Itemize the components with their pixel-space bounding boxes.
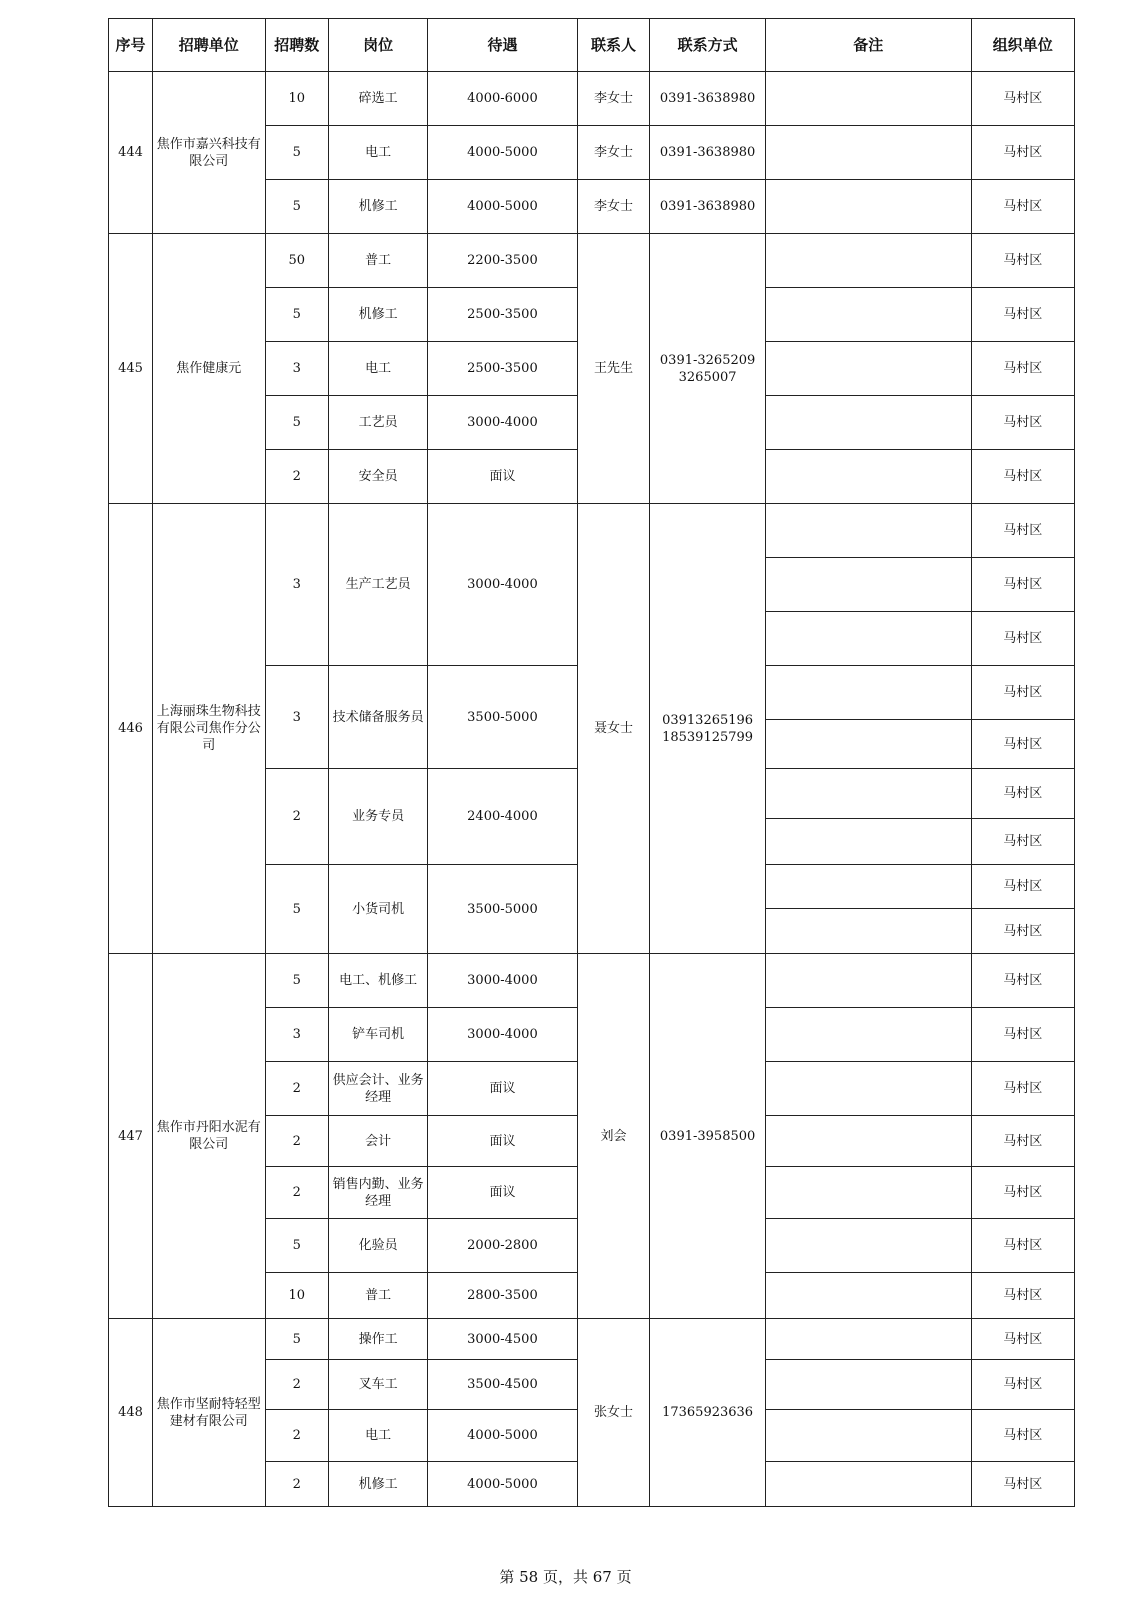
position-cell: 业务专员 (329, 769, 428, 865)
count-cell: 5 (265, 1319, 328, 1360)
salary-cell: 2400-4000 (428, 769, 577, 865)
position-cell: 普工 (329, 234, 428, 288)
remark-cell (765, 342, 971, 396)
table-row (109, 1319, 1075, 1360)
org-unit-cell: 马村区 (971, 720, 1074, 769)
org-unit-cell: 马村区 (971, 396, 1074, 450)
count-cell: 3 (265, 666, 328, 769)
remark-cell (765, 819, 971, 865)
position-cell: 普工 (329, 1273, 428, 1319)
org-unit-cell: 马村区 (971, 1167, 1074, 1219)
salary-cell: 3500-4500 (428, 1360, 577, 1410)
contact-cell: 李女士 (577, 180, 650, 234)
salary-cell: 2500-3500 (428, 288, 577, 342)
count-cell: 50 (265, 234, 328, 288)
remark-cell (765, 234, 971, 288)
salary-cell: 3500-5000 (428, 666, 577, 769)
org-unit-cell: 马村区 (971, 1410, 1074, 1462)
salary-cell: 3000-4000 (428, 1008, 577, 1062)
position-cell: 机修工 (329, 1462, 428, 1507)
salary-cell: 面议 (428, 1116, 577, 1167)
position-cell: 铲车司机 (329, 1008, 428, 1062)
phone-cell: 0391-3638980 (650, 126, 766, 180)
org-unit-cell: 马村区 (971, 558, 1074, 612)
company-cell: 上海丽珠生物科技有限公司焦作分公司 (153, 504, 266, 954)
header-cell: 招聘数 (265, 19, 328, 72)
salary-cell: 4000-5000 (428, 180, 577, 234)
table-body (109, 72, 1075, 1507)
company-cell: 焦作健康元 (153, 234, 266, 504)
org-unit-cell: 马村区 (971, 234, 1074, 288)
salary-cell: 3000-4000 (428, 504, 577, 666)
count-cell: 5 (265, 126, 328, 180)
position-cell: 生产工艺员 (329, 504, 428, 666)
count-cell: 10 (265, 72, 328, 126)
table-row (109, 504, 1075, 558)
header-cell: 备注 (765, 19, 971, 72)
recruitment-table (108, 18, 1075, 1507)
remark-cell (765, 1410, 971, 1462)
salary-cell: 面议 (428, 450, 577, 504)
count-cell: 5 (265, 954, 328, 1008)
count-cell: 5 (265, 180, 328, 234)
salary-cell: 2800-3500 (428, 1273, 577, 1319)
remark-cell (765, 72, 971, 126)
header-cell: 待遇 (428, 19, 577, 72)
table-row (109, 954, 1075, 1008)
org-unit-cell: 马村区 (971, 126, 1074, 180)
header-row (109, 19, 1075, 72)
remark-cell (765, 1167, 971, 1219)
remark-cell (765, 1462, 971, 1507)
phone-cell: 0391-3958500 (650, 954, 766, 1319)
position-cell: 碎选工 (329, 72, 428, 126)
salary-cell: 2500-3500 (428, 342, 577, 396)
remark-cell (765, 666, 971, 720)
count-cell: 5 (265, 288, 328, 342)
count-cell: 2 (265, 450, 328, 504)
org-unit-cell: 马村区 (971, 769, 1074, 819)
count-cell: 5 (265, 865, 328, 954)
count-cell: 2 (265, 1116, 328, 1167)
contact-cell: 张女士 (577, 1319, 650, 1507)
salary-cell: 3500-5000 (428, 865, 577, 954)
remark-cell (765, 1273, 971, 1319)
salary-cell: 2200-3500 (428, 234, 577, 288)
header-cell: 岗位 (329, 19, 428, 72)
org-unit-cell: 马村区 (971, 1273, 1074, 1319)
phone-cell: 0391-3265209 3265007 (650, 234, 766, 504)
org-unit-cell: 马村区 (971, 819, 1074, 865)
header-cell: 联系方式 (650, 19, 766, 72)
seq-cell: 448 (109, 1319, 153, 1507)
position-cell: 叉车工 (329, 1360, 428, 1410)
org-unit-cell: 马村区 (971, 666, 1074, 720)
position-cell: 机修工 (329, 288, 428, 342)
company-cell: 焦作市嘉兴科技有限公司 (153, 72, 266, 234)
salary-cell: 3000-4500 (428, 1319, 577, 1360)
seq-cell: 445 (109, 234, 153, 504)
seq-cell: 444 (109, 72, 153, 234)
seq-cell: 447 (109, 954, 153, 1319)
remark-cell (765, 1116, 971, 1167)
salary-cell: 4000-5000 (428, 1410, 577, 1462)
company-cell: 焦作市丹阳水泥有限公司 (153, 954, 266, 1319)
remark-cell (765, 180, 971, 234)
position-cell: 电工、机修工 (329, 954, 428, 1008)
table-row (109, 234, 1075, 288)
salary-cell: 3000-4000 (428, 954, 577, 1008)
position-cell: 化验员 (329, 1219, 428, 1273)
position-cell: 技术储备服务员 (329, 666, 428, 769)
remark-cell (765, 612, 971, 666)
org-unit-cell: 马村区 (971, 612, 1074, 666)
count-cell: 5 (265, 396, 328, 450)
position-cell: 销售内勤、业务经理 (329, 1167, 428, 1219)
org-unit-cell: 马村区 (971, 1008, 1074, 1062)
salary-cell: 4000-5000 (428, 1462, 577, 1507)
remark-cell (765, 720, 971, 769)
phone-cell: 17365923636 (650, 1319, 766, 1507)
count-cell: 5 (265, 1219, 328, 1273)
org-unit-cell: 马村区 (971, 504, 1074, 558)
company-cell: 焦作市坚耐特轻型建材有限公司 (153, 1319, 266, 1507)
remark-cell (765, 865, 971, 909)
remark-cell (765, 450, 971, 504)
count-cell: 2 (265, 1062, 328, 1116)
org-unit-cell: 马村区 (971, 954, 1074, 1008)
salary-cell: 2000-2800 (428, 1219, 577, 1273)
position-cell: 会计 (329, 1116, 428, 1167)
contact-cell: 王先生 (577, 234, 650, 504)
contact-cell: 李女士 (577, 126, 650, 180)
salary-cell: 面议 (428, 1062, 577, 1116)
contact-cell: 刘会 (577, 954, 650, 1319)
count-cell: 10 (265, 1273, 328, 1319)
seq-cell: 446 (109, 504, 153, 954)
remark-cell (765, 1008, 971, 1062)
count-cell: 3 (265, 342, 328, 396)
remark-cell (765, 1219, 971, 1273)
position-cell: 供应会计、业务经理 (329, 1062, 428, 1116)
remark-cell (765, 954, 971, 1008)
remark-cell (765, 396, 971, 450)
remark-cell (765, 288, 971, 342)
org-unit-cell: 马村区 (971, 865, 1074, 909)
org-unit-cell: 马村区 (971, 342, 1074, 396)
count-cell: 2 (265, 1360, 328, 1410)
org-unit-cell: 马村区 (971, 288, 1074, 342)
salary-cell: 4000-5000 (428, 126, 577, 180)
salary-cell: 面议 (428, 1167, 577, 1219)
header-cell: 招聘单位 (153, 19, 266, 72)
count-cell: 3 (265, 1008, 328, 1062)
position-cell: 电工 (329, 126, 428, 180)
contact-cell: 聂女士 (577, 504, 650, 954)
remark-cell (765, 1062, 971, 1116)
remark-cell (765, 504, 971, 558)
position-cell: 电工 (329, 342, 428, 396)
org-unit-cell: 马村区 (971, 909, 1074, 954)
org-unit-cell: 马村区 (971, 1116, 1074, 1167)
count-cell: 2 (265, 1410, 328, 1462)
header-cell: 序号 (109, 19, 153, 72)
header-cell: 组织单位 (971, 19, 1074, 72)
org-unit-cell: 马村区 (971, 1319, 1074, 1360)
org-unit-cell: 马村区 (971, 1062, 1074, 1116)
header-cell: 联系人 (577, 19, 650, 72)
salary-cell: 3000-4000 (428, 396, 577, 450)
table-row (109, 72, 1075, 126)
position-cell: 工艺员 (329, 396, 428, 450)
org-unit-cell: 马村区 (971, 1462, 1074, 1507)
salary-cell: 4000-6000 (428, 72, 577, 126)
org-unit-cell: 马村区 (971, 1360, 1074, 1410)
position-cell: 电工 (329, 1410, 428, 1462)
org-unit-cell: 马村区 (971, 450, 1074, 504)
position-cell: 安全员 (329, 450, 428, 504)
org-unit-cell: 马村区 (971, 180, 1074, 234)
org-unit-cell: 马村区 (971, 1219, 1074, 1273)
position-cell: 操作工 (329, 1319, 428, 1360)
phone-cell: 0391-3638980 (650, 180, 766, 234)
page-footer: 第 58 页，共 67 页 (499, 1568, 632, 1586)
remark-cell (765, 909, 971, 954)
contact-cell: 李女士 (577, 72, 650, 126)
position-cell: 小货司机 (329, 865, 428, 954)
count-cell: 2 (265, 769, 328, 865)
remark-cell (765, 126, 971, 180)
count-cell: 2 (265, 1462, 328, 1507)
count-cell: 2 (265, 1167, 328, 1219)
org-unit-cell: 马村区 (971, 72, 1074, 126)
remark-cell (765, 1360, 971, 1410)
remark-cell (765, 558, 971, 612)
position-cell: 机修工 (329, 180, 428, 234)
remark-cell (765, 769, 971, 819)
phone-cell: 0391-3638980 (650, 72, 766, 126)
remark-cell (765, 1319, 971, 1360)
phone-cell: 03913265196 18539125799 (650, 504, 766, 954)
count-cell: 3 (265, 504, 328, 666)
